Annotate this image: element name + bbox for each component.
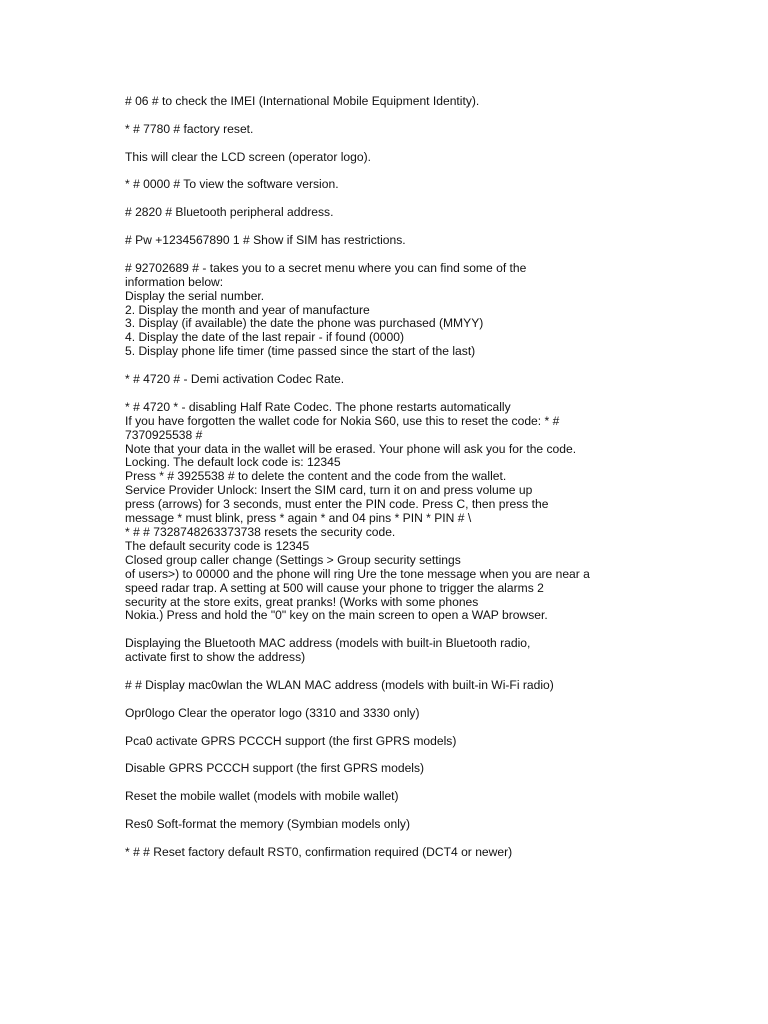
paragraph [125,401,745,624]
text-line: * # 4720 # - Demi activation Codec Rate. [125,372,345,387]
paragraph [125,818,745,832]
paragraph [125,234,745,248]
document-body [125,95,745,873]
paragraph [125,373,745,387]
text-line: 3. Display (if available) the date the phone was purchased (MMYY) [125,316,484,331]
text-line: * # 0000 # To view the software version. [125,177,339,192]
text-line: Res0 Soft-format the memory (Symbian models only) [125,816,410,831]
text-line: security at the store exits, great pranks! (Works with some phones [125,594,479,609]
paragraph [125,790,745,804]
text-line: of users>) to 00000 and the phone will ring Ure the tone message when you are near a [125,566,590,581]
text-line: * # # Reset factory default RST0, confirmation required (DCT4 or newer) [125,844,513,859]
text-line: press (arrows) for 3 seconds, must enter the PIN code. Press C, then press the [125,497,549,512]
text-line: Locking. The default lock code is: 12345 [125,455,341,470]
text-line: # 06 # to check the IMEI (International Mobile Equipment Identity). [125,94,480,108]
text-line: 2. Display the month and year of manufacture [125,302,370,317]
text-line: * # 7780 # factory reset. [125,121,254,136]
paragraph [125,679,745,693]
paragraph [125,178,745,192]
paragraph [125,707,745,721]
text-line: The default security code is 12345 [125,538,310,553]
text-line: 7370925538 # [125,427,203,442]
text-line: This will clear the LCD screen (operator logo). [125,149,372,164]
text-line: activate first to show the address) [125,650,306,665]
paragraph [125,762,745,776]
text-line: speed radar trap. A setting at 500 will cause your phone to trigger the alarms 2 [125,580,544,595]
text-line: message * must blink, press * again * and 04 pins * PIN * PIN # \ [125,511,472,526]
text-line: Closed group caller change (Settings > Group security settings [125,552,461,567]
paragraph [125,95,745,109]
text-line: Nokia.) Press and hold the "0" key on the main screen to open a WAP browser. [125,608,548,623]
text-line: information below: [125,274,224,289]
text-line: * # # 7328748263373738 resets the security code. [125,524,396,539]
paragraph [125,206,745,220]
text-line: Press * # 3925538 # to delete the content and the code from the wallet. [125,469,507,484]
text-line: Pca0 activate GPRS PCCCH support (the first GPRS models) [125,733,457,748]
text-line: 4. Display the date of the last repair - if found (0000) [125,330,404,345]
paragraph [125,637,745,665]
text-line: Opr0logo Clear the operator logo (3310 and 3330 only) [125,705,420,720]
text-line: Reset the mobile wallet (models with mobile wallet) [125,789,399,804]
text-line: 5. Display phone life timer (time passed since the start of the last) [125,344,476,359]
text-line: If you have forgotten the wallet code for Nokia S60, use this to reset the code: * # [125,413,560,428]
paragraph [125,151,745,165]
text-line: Note that your data in the wallet will be erased. Your phone will ask you for the code. [125,441,577,456]
text-line: Disable GPRS PCCCH support (the first GPRS models) [125,761,425,776]
text-line: Display the serial number. [125,288,265,303]
text-line: # # Display mac0wlan the WLAN MAC address (models with built-in Wi-Fi radio) [125,677,554,692]
text-line: Displaying the Bluetooth MAC address (models with built-in Bluetooth radio, [125,636,531,651]
paragraph [125,846,745,860]
paragraph [125,262,745,359]
text-line: # 2820 # Bluetooth peripheral address. [125,205,334,220]
text-line: * # 4720 * - disabling Half Rate Codec. The phone restarts automatically [125,399,511,414]
text-line: # Pw +1234567890 1 # Show if SIM has restrictions. [125,232,406,247]
text-line: # 92702689 # - takes you to a secret menu where you can find some of the [125,260,527,275]
paragraph [125,123,745,137]
text-line: Service Provider Unlock: Insert the SIM card, turn it on and press volume up [125,483,533,498]
paragraph [125,735,745,749]
